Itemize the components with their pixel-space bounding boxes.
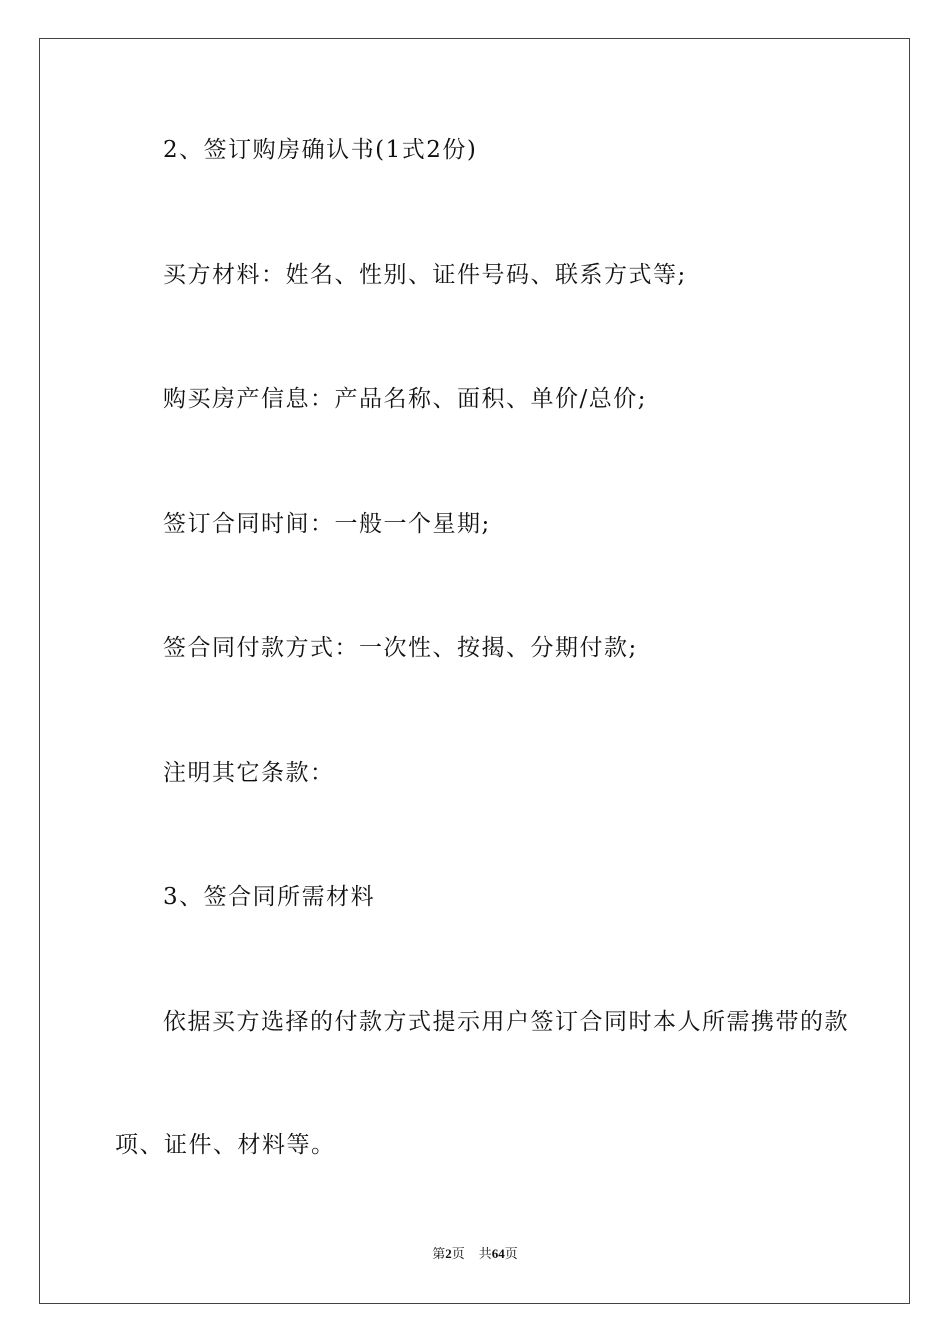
footer-prefix: 第: [432, 1246, 446, 1261]
paragraph-materials-body-continued: 项、证件、材料等。: [115, 1132, 336, 1158]
paragraph-buyer-materials: 买方材料：姓名、性别、证件号码、联系方式等;: [163, 262, 687, 288]
paragraph-property-info: 购买房产信息：产品名称、面积、单价/总价;: [163, 386, 647, 412]
footer-total-prefix: 共: [478, 1246, 492, 1261]
footer-current-page: 2: [445, 1246, 452, 1261]
paragraph-contract-time: 签订合同时间：一般一个星期;: [163, 511, 491, 537]
heading-required-materials: 3、签合同所需材料: [163, 884, 376, 910]
footer-total-pages: 64: [491, 1246, 505, 1261]
paragraph-materials-body: 依据买方选择的付款方式提示用户签订合同时本人所需携带的款: [163, 1009, 849, 1035]
page-border: [39, 38, 910, 1304]
footer-page-suffix: 页: [451, 1246, 465, 1261]
page-number-footer: [0, 1247, 950, 1260]
footer-total-suffix: 页: [504, 1246, 518, 1261]
heading-sign-confirmation: 2、签订购房确认书(1式2份): [163, 137, 478, 163]
paragraph-other-terms: 注明其它条款：: [163, 760, 335, 786]
paragraph-payment-method: 签合同付款方式：一次性、按揭、分期付款;: [163, 635, 638, 661]
